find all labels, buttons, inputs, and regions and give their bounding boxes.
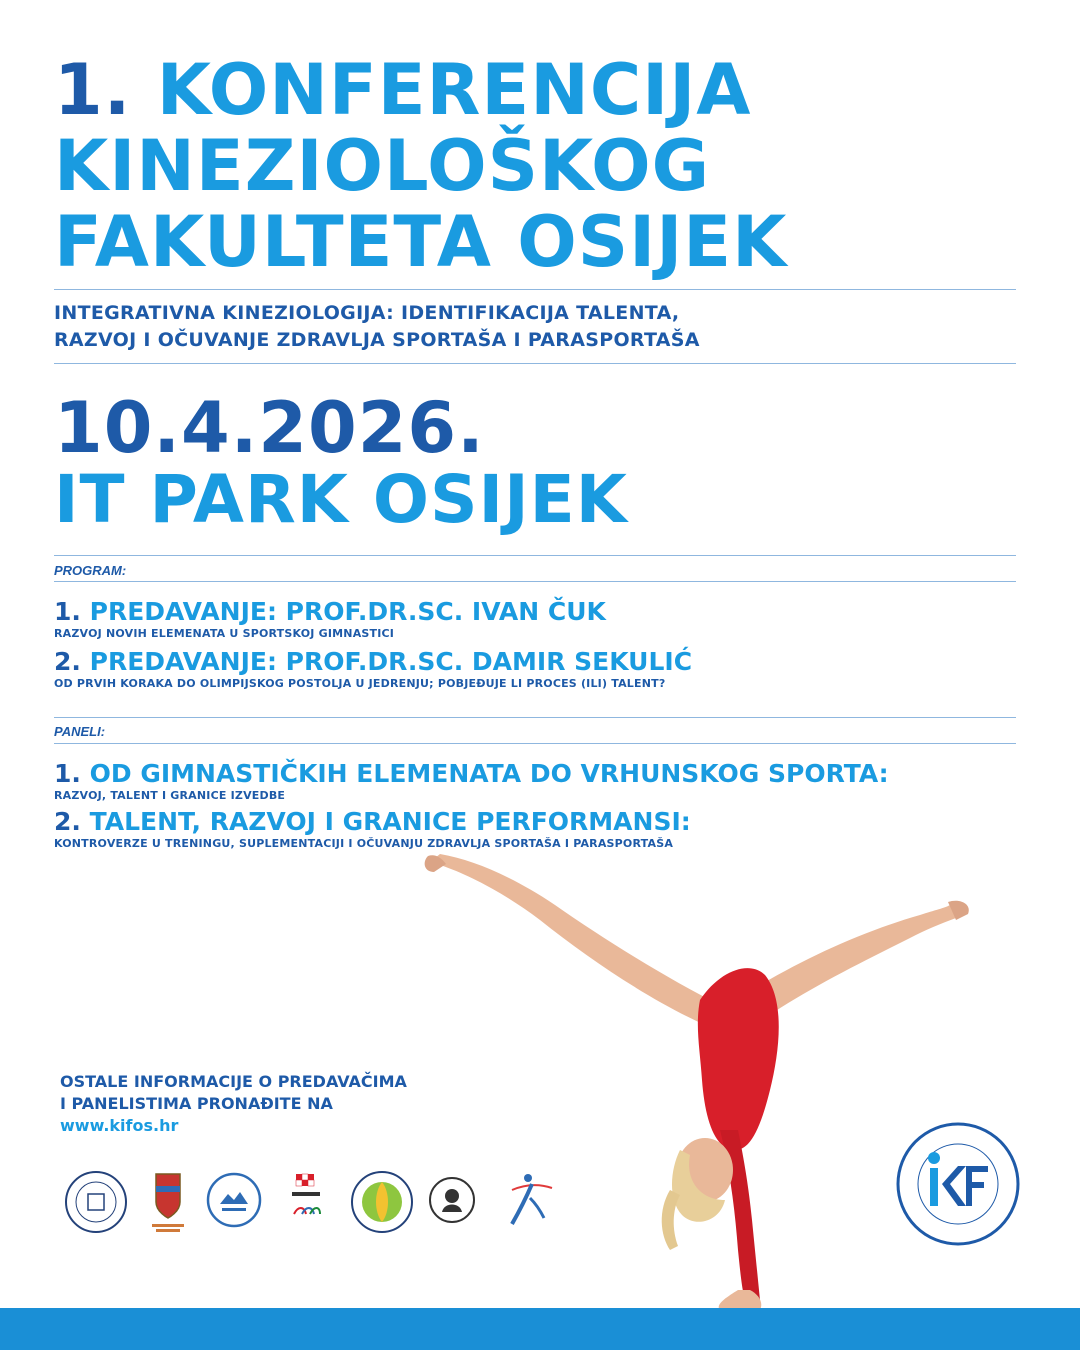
theme-line-1: INTEGRATIVNA KINEZIOLOGIJA: IDENTIFIKACIJA TALENTA, [54, 302, 680, 324]
website-link[interactable]: www.kifos.hr [60, 1116, 179, 1135]
divider [54, 581, 1016, 582]
panels-label: PANELI: [54, 724, 106, 739]
gymnastics-club-logo [350, 1170, 414, 1234]
sport-figure-logo [508, 1170, 556, 1230]
item-number: 1. [54, 597, 81, 626]
paralympic-committee-logo [286, 1170, 326, 1234]
title-line-3: FAKULTETA OSIJEK [54, 201, 788, 283]
item-title-text: PREDAVANJE: PROF.DR.SC. DAMIR SEKULIĆ [89, 647, 693, 676]
city-osijek-logo [206, 1170, 262, 1230]
item-title-text: PREDAVANJE: PROF.DR.SC. IVAN ČUK [89, 597, 606, 626]
divider [54, 289, 1016, 290]
event-date: 10.4.2026. [54, 387, 485, 469]
program-item-1-title [54, 597, 606, 627]
divider [54, 555, 1016, 556]
item-number: 1. [54, 759, 81, 788]
item-title-text: OD GIMNASTIČKIH ELEMENATA DO VRHUNSKOG SPORTA: [89, 759, 889, 788]
program-item-2-subtitle: OD PRVIH KORAKA DO OLIMPIJSKOG POSTOLJA U JEDRENJU; POBJEĐUJE LI PROCES (ILI) TALENT? [54, 677, 666, 690]
university-seal-logo [64, 1170, 128, 1234]
academia-seal-logo [428, 1170, 476, 1234]
bottom-band [0, 1308, 1080, 1350]
faculty-logo [896, 1122, 1020, 1246]
theme-line-2: RAZVOJ I OČUVANJE ZDRAVLJA SPORTAŠA I PARASPORTAŠA [54, 329, 700, 351]
divider [54, 363, 1016, 364]
event-venue: IT PARK OSIJEK [54, 461, 628, 538]
info-line-2: I PANELISTIMA PRONAĐITE NA [60, 1094, 333, 1113]
item-number: 2. [54, 807, 81, 836]
item-number: 2. [54, 647, 81, 676]
panel-item-1-subtitle: RAZVOJ, TALENT I GRANICE IZVEDBE [54, 789, 286, 802]
panel-item-2-title [54, 807, 691, 837]
item-title-text: TALENT, RAZVOJ I GRANICE PERFORMANSI: [89, 807, 691, 836]
title-word-konferencija: KONFERENCIJA [156, 49, 752, 131]
county-coat-of-arms-logo [148, 1170, 188, 1234]
title-line-2: KINEZIOLOŠKOG [54, 125, 711, 207]
gymnast-image [420, 850, 980, 1320]
program-item-2-title [54, 647, 692, 677]
panel-item-1-title [54, 759, 889, 789]
divider [54, 717, 1016, 718]
info-line-1: OSTALE INFORMACIJE O PREDAVAČIMA [60, 1072, 407, 1091]
title-number: 1. [54, 49, 132, 131]
program-item-1-subtitle: RAZVOJ NOVIH ELEMENATA U SPORTSKOJ GIMNASTICI [54, 627, 395, 640]
program-label: PROGRAM: [54, 563, 127, 578]
title-line-1 [54, 49, 752, 131]
panel-item-2-subtitle: KONTROVERZE U TRENINGU, SUPLEMENTACIJI I OČUVANJU ZDRAVLJA SPORTAŠA I PARASPORTAŠA [54, 837, 674, 850]
divider [54, 743, 1016, 744]
